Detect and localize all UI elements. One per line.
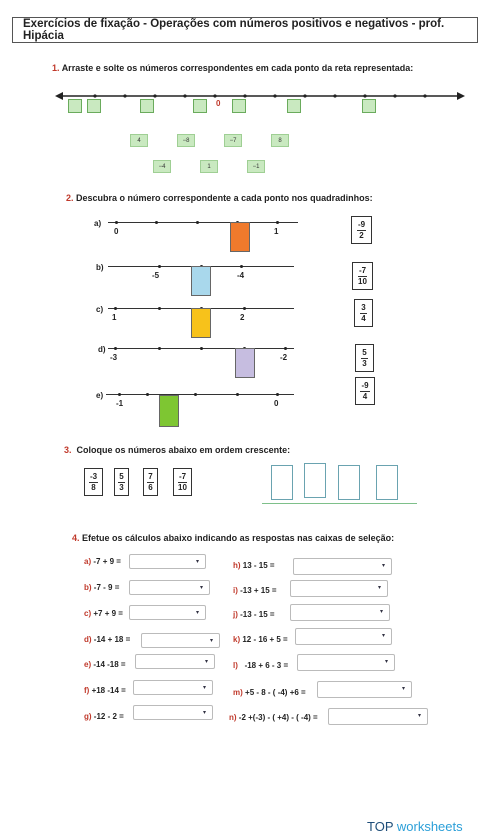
line-b-left-label: -5: [152, 271, 160, 280]
drop-slot[interactable]: [287, 99, 301, 113]
answer-select[interactable]: [297, 654, 395, 671]
exercise-l: l) -18 + 6 - 3 =: [233, 661, 289, 670]
drop-slot[interactable]: [232, 99, 246, 113]
chevron-down-icon: ▾: [202, 685, 206, 691]
drop-slot[interactable]: [362, 99, 376, 113]
exercise-g: g) -12 - 2 =: [84, 712, 124, 721]
chevron-down-icon: ▾: [417, 713, 421, 719]
line-d-letter: d): [98, 345, 106, 354]
answer-select[interactable]: [290, 604, 390, 621]
fraction-card[interactable]: $\frac{3}{4}$: [354, 299, 373, 327]
line-c-left-label: 1: [112, 313, 117, 322]
answer-select[interactable]: [293, 558, 392, 575]
arrow-left-icon: [55, 92, 63, 100]
drop-slot[interactable]: [140, 99, 154, 113]
chevron-down-icon: ▾: [384, 659, 388, 665]
exercise-e: e) -14 -18 =: [84, 660, 126, 669]
answer-box-a[interactable]: [230, 222, 250, 252]
exercise-k: k) 12 - 16 + 5 =: [233, 635, 288, 644]
brand-logo: TOP worksheets: [367, 819, 463, 834]
drop-slot[interactable]: [193, 99, 207, 113]
answer-select[interactable]: [133, 680, 213, 695]
answer-select[interactable]: [133, 705, 213, 720]
fraction-card[interactable]: $\frac{-9}{2}$: [351, 216, 372, 244]
drag-tile[interactable]: −1: [247, 160, 265, 173]
answer-select[interactable]: [129, 554, 206, 569]
line-b-letter: b): [96, 263, 104, 272]
drag-tile[interactable]: 4: [130, 134, 148, 147]
chevron-down-icon: ▾: [195, 610, 199, 616]
answer-box-e[interactable]: [159, 395, 179, 427]
answer-select[interactable]: [135, 654, 215, 669]
section-2-instruction: 2. Descubra o número correspondente a cada ponto nos quadradinhos:: [66, 193, 373, 203]
line-a-letter: a): [94, 219, 102, 228]
drag-tile[interactable]: 1: [200, 160, 218, 173]
answer-select[interactable]: [129, 580, 210, 595]
fraction-card[interactable]: $\frac{-7}{10}$: [173, 468, 192, 496]
answer-box-b[interactable]: [191, 266, 211, 296]
drop-slot[interactable]: [68, 99, 82, 113]
exercise-f: f) +18 -14 =: [84, 686, 126, 695]
line-c-letter: c): [96, 305, 104, 314]
line-e-right-label: 0: [274, 399, 279, 408]
order-slot[interactable]: [338, 465, 360, 500]
chevron-down-icon: ▾: [204, 659, 208, 665]
line-d-right-label: -2: [280, 353, 288, 362]
answer-box-c[interactable]: [191, 308, 211, 338]
answer-select[interactable]: [129, 605, 206, 620]
chevron-down-icon: ▾: [377, 585, 381, 591]
number-line-a: [108, 222, 298, 223]
drag-tile[interactable]: −4: [153, 160, 171, 173]
fraction-card[interactable]: $\frac{-3}{8}$: [84, 468, 103, 496]
section-1-instruction: 1. Arraste e solte os números correspondentes em cada ponto da reta representada:: [52, 63, 414, 73]
fraction-card[interactable]: $\frac{-7}{10}$: [352, 262, 373, 290]
chevron-down-icon: ▾: [381, 563, 385, 569]
fraction-card[interactable]: $\frac{5}{3}$: [114, 468, 129, 496]
order-slot[interactable]: [271, 465, 293, 500]
line-a-left-label: 0: [114, 227, 119, 236]
number-line-1: [55, 90, 465, 110]
drag-tile[interactable]: −7: [224, 134, 242, 147]
answer-select[interactable]: [141, 633, 220, 648]
exercise-n: n) -2 +(-3) - ( +4) - ( -4) =: [229, 713, 318, 722]
line-c-right-label: 2: [240, 313, 245, 322]
line-e-left-label: -1: [116, 399, 124, 408]
zero-label: 0: [216, 99, 221, 108]
exercise-b: b) -7 - 9 =: [84, 583, 120, 592]
exercise-i: i) -13 + 15 =: [233, 586, 277, 595]
chevron-down-icon: ▾: [401, 686, 405, 692]
number-line-1-svg: [55, 90, 465, 110]
fraction-card[interactable]: $\frac{7}{6}$: [143, 468, 158, 496]
worksheet-title: Exercícios de fixação - Operações com números positivos e negativos - prof. Hipácia: [12, 17, 478, 43]
section-3-instruction: 3. Coloque os números abaixo em ordem crescente:: [64, 445, 291, 455]
drag-tile[interactable]: −8: [177, 134, 195, 147]
answer-box-d[interactable]: [235, 348, 255, 378]
fraction-card[interactable]: $\frac{5}{3}$: [355, 344, 374, 372]
exercise-h: h) 13 - 15 =: [233, 561, 275, 570]
drag-tile[interactable]: 8: [271, 134, 289, 147]
order-baseline: [262, 503, 417, 504]
exercise-j: j) -13 - 15 =: [233, 610, 275, 619]
line-d-left-label: -3: [110, 353, 118, 362]
chevron-down-icon: ▾: [199, 585, 203, 591]
fraction-card[interactable]: $\frac{-9}{4}$: [355, 377, 375, 405]
chevron-down-icon: ▾: [379, 609, 383, 615]
chevron-down-icon: ▾: [202, 710, 206, 716]
number-line-e: [106, 394, 294, 395]
exercise-d: d) -14 + 18 =: [84, 635, 131, 644]
chevron-down-icon: ▾: [195, 559, 199, 565]
answer-select[interactable]: [295, 628, 392, 645]
section-4-instruction: 4. Efetue os cálculos abaixo indicando as respostas nas caixas de seleção:: [72, 533, 395, 543]
exercise-a: a) -7 + 9 =: [84, 557, 121, 566]
answer-select[interactable]: [290, 580, 388, 597]
order-slot[interactable]: [304, 463, 326, 498]
exercise-m: m) +5 - 8 - ( -4) +6 =: [233, 688, 306, 697]
drop-slot[interactable]: [87, 99, 101, 113]
chevron-down-icon: ▾: [209, 638, 213, 644]
line-e-letter: e): [96, 391, 104, 400]
chevron-down-icon: ▾: [381, 633, 385, 639]
answer-select[interactable]: [317, 681, 412, 698]
answer-select[interactable]: [328, 708, 428, 725]
arrow-right-icon: [457, 92, 465, 100]
order-slot[interactable]: [376, 465, 398, 500]
exercise-c: c) +7 + 9 =: [84, 609, 123, 618]
line-a-right-label: 1: [274, 227, 279, 236]
line-b-right-label: -4: [237, 271, 245, 280]
